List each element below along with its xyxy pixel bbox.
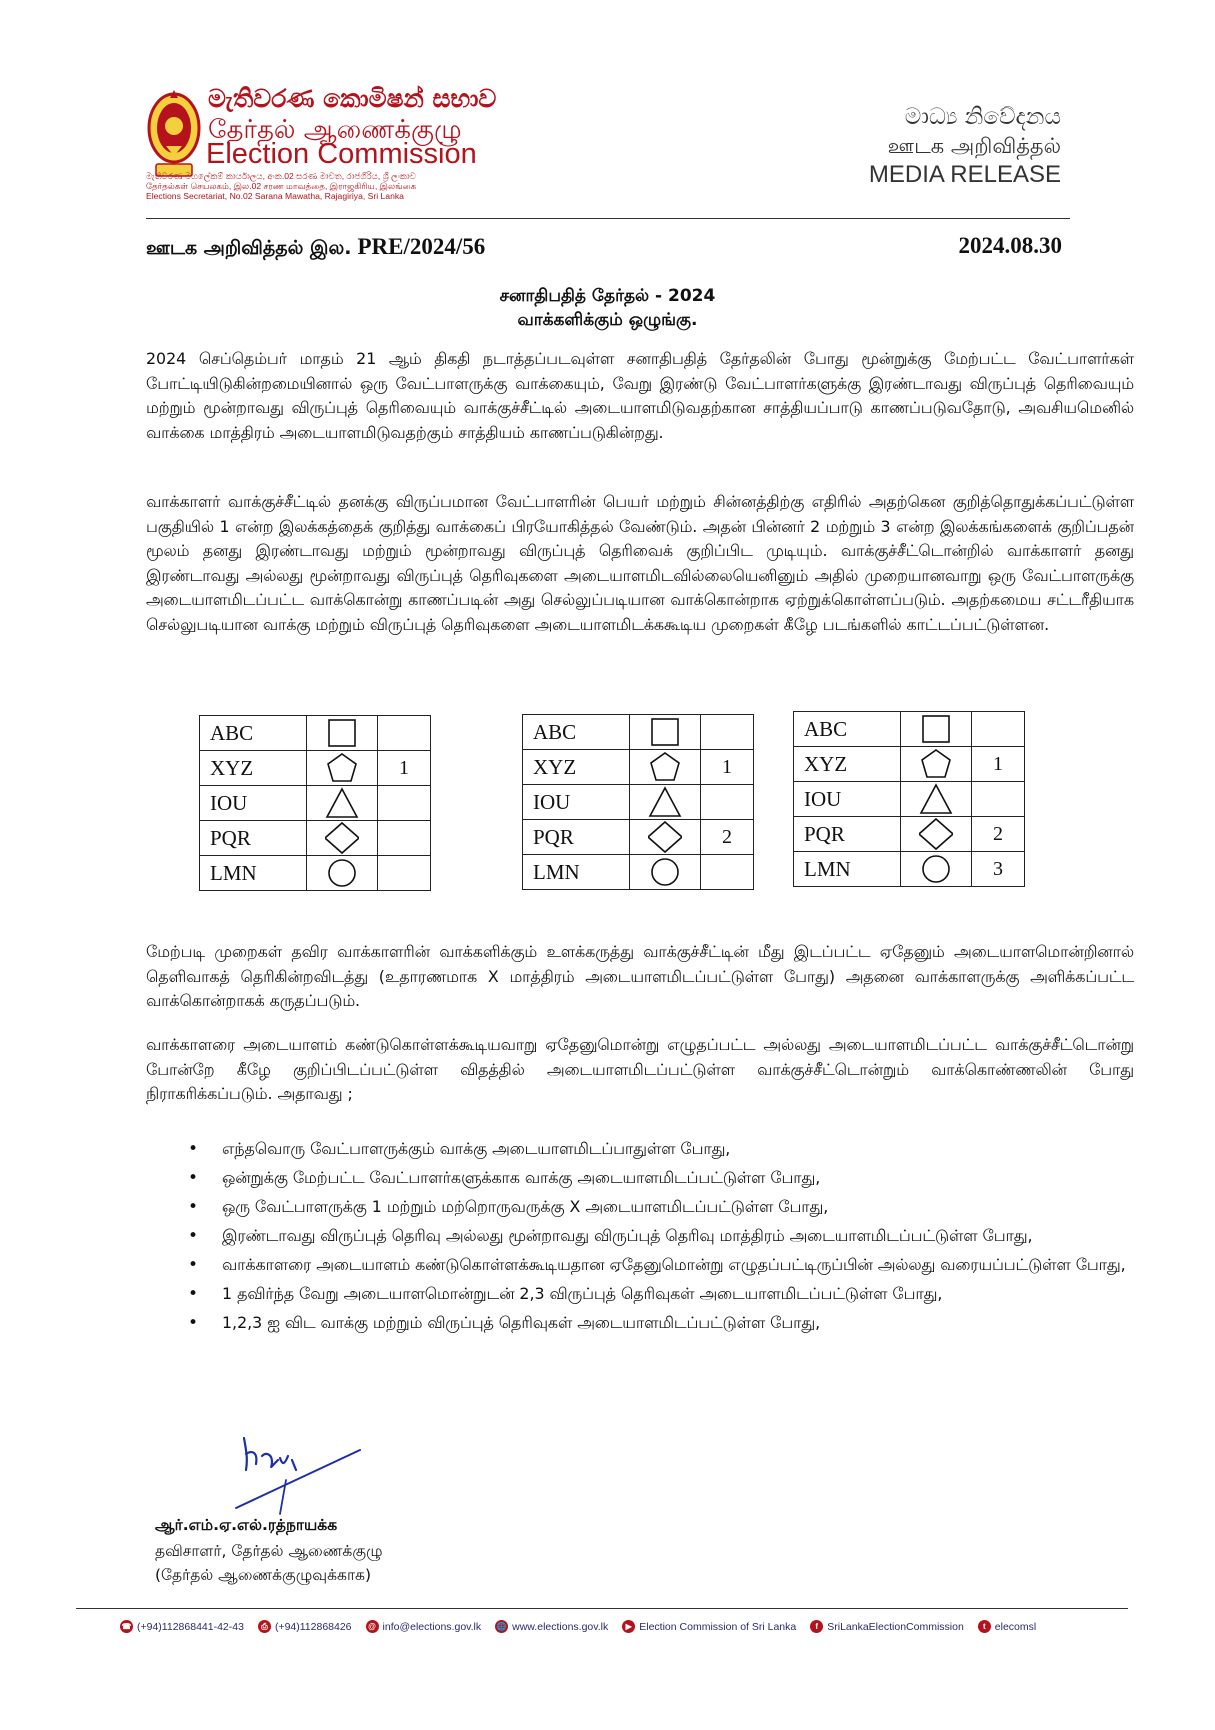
triangle-icon <box>630 785 701 820</box>
list-item: • 1 தவிர்ந்த வேறு அடையாளமொன்றுடன் 2,3 விருப்புத் தெரிவுகள் அடையாளமிடப்பட்டுள்ள போது, <box>186 1282 1138 1306</box>
diamond-icon <box>630 820 701 855</box>
square-icon <box>307 716 378 751</box>
header-divider <box>146 218 1070 219</box>
email-icon: @ <box>366 1620 379 1633</box>
paragraph-rejection: வாக்காளரை அடையாளம் கண்டுகொள்ளக்கூடியவாறு ஏதேனுமொன்று எழுதப்பட்ட அல்லது அடையாளமிடப்பட்ட வாக்குச்சீட்டொன்று போன்றே கீழே குறிப்பிடப்பட்டுள்ள விதத்தில் அடையாளமிடப்பட்டுள்ள வாக்குச்சீட்டொன்றும் வாக்கொண்ணலின் போது நிராகரிக்கப்படும். அதாவது ; <box>146 1035 1134 1103</box>
ballot-example-1 <box>199 715 431 891</box>
address-sinhala: මැතිවරණ මහලේකම් කාර්යාලය, අංක.02 සරණ මාවත, රාජගිරිය, ශ්‍රී ලංකාව <box>146 171 416 181</box>
circle-icon <box>307 856 378 891</box>
reference-label: ஊடக அறிவித்தல் இல. <box>146 237 352 259</box>
footer-facebook[interactable]: f SriLankaElectionCommission <box>810 1620 964 1633</box>
square-icon <box>901 712 972 747</box>
preference-mark: 1 <box>701 750 754 785</box>
candidate-name: PQR <box>200 821 307 856</box>
candidate-name: XYZ <box>523 750 630 785</box>
ballot-row <box>794 747 1025 782</box>
paragraph-voting-method: வாக்காளர் வாக்குச்சீட்டில் தனக்கு விருப்பமான வேட்பாளரின் பெயர் மற்றும் சின்னத்திற்கு எதிரில் அதற்கென குறித்தொதுக்கப்பட்டுள்ள பகுதியில் 1 என்ற இலக்கத்தைக் குறித்து வாக்கைப் பிரயோகித்தல் வேண்டும். அதன் பின்னர் 2 மற்றும் 3 என்ற இலக்கங்களைக் குறிப்பதன் மூலம் தனது இரண்டாவது மற்றும் மூன்றாவது விருப்புத் தெரிவைக் குறிப்பிட முடியும். வாக்குச்சீட்டொன்றில் வாக்காளர் தனது இரண்டாவது அல்லது மூன்றாவது விருப்புத் தெரிவுகளை அடையாளமிடவில்லையெனினும் அதில் முறையானவாறு ஒரு வேட்பாளருக்கு அடையாளமிடப்பட்ட வாக்கொன்று காணப்படின் அது செல்லுப்படியான வாக்கொன்றாக ஏற்றுக்கொள்ளப்படும். அதற்கமைய சட்டரீதியாக செல்லுபடியான வாக்கு மற்றும் விருப்புத் தெரிவுகளை அடையாளமிடக்ககூடிய முறைகள் கீழே படங்களில் காட்டப்பட்டுள்ளன. <box>146 492 1134 634</box>
ballot-row <box>200 786 431 821</box>
media-release-tamil: ஊடக அறிவித்தல் <box>887 134 1061 158</box>
square-icon <box>630 715 701 750</box>
org-name-english: Election Commission <box>206 138 477 170</box>
footer-website[interactable]: 🌐 www.elections.gov.lk <box>496 1620 609 1633</box>
pentagon-icon <box>630 750 701 785</box>
list-item: • வாக்காளரை அடையாளம் கண்டுகொள்ளக்கூடியதான ஏதேனுமொன்று எழுதப்பட்டிருப்பின் அல்லது வரையப்பட்டுள்ள போது, <box>186 1253 1138 1277</box>
media-release-sinhala: මාධ්‍ය නිවේදනය <box>904 104 1061 130</box>
media-release-english: MEDIA RELEASE <box>868 161 1061 188</box>
candidate-name: IOU <box>794 782 901 817</box>
release-date: 2024.08.30 <box>958 233 1062 258</box>
ballot-row <box>200 716 431 751</box>
preference-mark <box>972 712 1025 747</box>
rejection-list <box>186 1137 1138 1340</box>
candidate-name: LMN <box>794 852 901 887</box>
footer-divider <box>76 1608 1128 1609</box>
ballot-row <box>794 817 1025 852</box>
candidate-name: LMN <box>523 855 630 890</box>
footer-phone: ☎ (+94)112868441-42-43 <box>121 1620 244 1633</box>
handwritten-signature <box>232 1430 372 1516</box>
preference-mark <box>378 856 431 891</box>
circle-icon <box>901 852 972 887</box>
signatory-name: ஆர்.எம்.ஏ.எல்.ரத்நாயக்க <box>155 1516 338 1534</box>
signatory-on-behalf: (தேர்தல் ஆணைக்குழுவுக்காக) <box>155 1566 372 1584</box>
paragraph-intro: 2024 செப்தெம்பர் மாதம் 21 ஆம் திகதி நடாத்தப்படவுள்ள சனாதிபதித் தேர்தலின் போது மூன்றுக்கு மேற்பட்ட வேட்பாளர்கள் போட்டியிடுகின்றமையினால் ஒரு வேட்பாளருக்கு வாக்கையும், வேறு இரண்டு வேட்பாளர்களுக்கு இரண்டாவது விருப்புத் தெரிவையும் மற்றும் மூன்றாவது விருப்புத் தெரிவையும் வாக்குச்சீட்டில் அடையாளமிடுவதற்கான சாத்தியப்பாடு காணப்படுவதோடு, அவசியமெனில் வாக்கை மாத்திரம் அடையாளமிடுவதற்கும் சாத்தியம் காணப்படுகின்றது. <box>146 349 1134 442</box>
preference-mark <box>378 821 431 856</box>
preference-mark <box>972 782 1025 817</box>
ballot-row <box>523 855 754 890</box>
footer-fax: ⎙ (+94)112868426 <box>258 1620 352 1633</box>
diamond-icon <box>307 821 378 856</box>
ballot-row <box>200 821 431 856</box>
ballot-example-3 <box>793 711 1025 887</box>
candidate-name: PQR <box>523 820 630 855</box>
twitter-icon: t <box>978 1620 991 1633</box>
footer-contacts <box>120 1620 1036 1633</box>
candidate-name: ABC <box>200 716 307 751</box>
fax-icon: ⎙ <box>258 1620 271 1633</box>
preference-mark <box>701 715 754 750</box>
preference-mark <box>378 716 431 751</box>
facebook-icon: f <box>810 1620 823 1633</box>
ballot-row <box>200 856 431 891</box>
candidate-name: LMN <box>200 856 307 891</box>
triangle-icon <box>307 786 378 821</box>
list-item: • எந்தவொரு வேட்பாளருக்கும் வாக்கு அடையாளமிடப்பாதுள்ள போது, <box>186 1137 1138 1161</box>
document-subtitle: வாக்களிக்கும் ஒழுங்கு. <box>517 310 698 330</box>
circle-icon <box>630 855 701 890</box>
candidate-name: IOU <box>200 786 307 821</box>
list-item: • ஒரு வேட்பாளருக்கு 1 மற்றும் மற்றொருவருக்கு X அடையாளமிடப்பட்டுள்ள போது, <box>186 1195 1138 1219</box>
list-item: • ஒன்றுக்கு மேற்பட்ட வேட்பாளர்களுக்காக வாக்கு அடையாளமிடப்பட்டுள்ள போது, <box>186 1166 1138 1190</box>
pentagon-icon <box>901 747 972 782</box>
preference-mark <box>378 786 431 821</box>
reference-number <box>146 234 485 262</box>
signatory-title: தவிசாளர், தேர்தல் ஆணைக்குழு <box>155 1542 383 1560</box>
preference-mark: 3 <box>972 852 1025 887</box>
footer-email[interactable]: @ info@elections.gov.lk <box>366 1620 482 1633</box>
candidate-name: XYZ <box>200 751 307 786</box>
document-title: சனாதிபதித் தேர்தல் - 2024 <box>499 286 716 306</box>
candidate-name: XYZ <box>794 747 901 782</box>
ballot-row <box>794 712 1025 747</box>
youtube-icon: ▶ <box>622 1620 635 1633</box>
paragraph-intent: மேற்படி முறைகள் தவிர வாக்காளரின் வாக்களிக்கும் உளக்கருத்து வாக்குச்சீட்டின் மீது இடப்பட்ட ஏதேனும் அடையாளமொன்றினால் தெளிவாகத் தெரிகின்றவிடத்து (உதாரணமாக X மாத்திரம் அடையாளமிடப்பட்டுள்ள போது) அதனை வாக்காளருக்கு அளிக்கப்பட்ட வாக்கொன்றாகக் கருதப்படும். <box>146 942 1134 1010</box>
preference-mark: 2 <box>701 820 754 855</box>
candidate-name: ABC <box>523 715 630 750</box>
preference-mark: 2 <box>972 817 1025 852</box>
candidate-name: PQR <box>794 817 901 852</box>
address-english: Elections Secretariat, No.02 Sarana Mawatha, Rajagiriya, Sri Lanka <box>146 191 404 201</box>
preference-mark: 1 <box>378 751 431 786</box>
list-item: • இரண்டாவது விருப்புத் தெரிவு அல்லது மூன்றாவது விருப்புத் தெரிவு மாத்திரம் அடையாளமிடப்பட்டுள்ள போது, <box>186 1224 1138 1248</box>
org-name-tamil: தேர்தல் ஆணைக்குழு <box>208 115 462 145</box>
globe-icon: 🌐 <box>496 1622 507 1631</box>
address-tamil: தேர்தல்கள் செயலகம், இல.02 சரண மாவத்தை, இராஜகிரிய, இலங்கை <box>146 181 417 191</box>
preference-mark <box>701 855 754 890</box>
preference-mark <box>701 785 754 820</box>
ballot-row <box>523 715 754 750</box>
ballot-example-2 <box>522 714 754 890</box>
ballot-row <box>523 785 754 820</box>
pentagon-icon <box>307 751 378 786</box>
triangle-icon <box>901 782 972 817</box>
ballot-row <box>200 751 431 786</box>
ballot-row <box>523 750 754 785</box>
candidate-name: ABC <box>794 712 901 747</box>
footer-twitter[interactable]: t elecomsl <box>978 1620 1036 1633</box>
election-commission-emblem-icon <box>146 86 202 184</box>
diamond-icon <box>901 817 972 852</box>
ballot-row <box>794 852 1025 887</box>
phone-icon: ☎ <box>121 1622 132 1631</box>
candidate-name: IOU <box>523 785 630 820</box>
ballot-row <box>523 820 754 855</box>
reference-code: PRE/2024/56 <box>357 234 486 259</box>
list-item: • 1,2,3 ஐ விட வாக்கு மற்றும் விருப்புத் தெரிவுகள் அடையாளமிடப்பட்டுள்ள போது, <box>186 1311 1138 1335</box>
org-name-sinhala: මැතිවරණ කොමිෂන් සභාව <box>208 84 497 113</box>
footer-youtube[interactable]: ▶ Election Commission of Sri Lanka <box>622 1620 796 1633</box>
preference-mark: 1 <box>972 747 1025 782</box>
ballot-row <box>794 782 1025 817</box>
